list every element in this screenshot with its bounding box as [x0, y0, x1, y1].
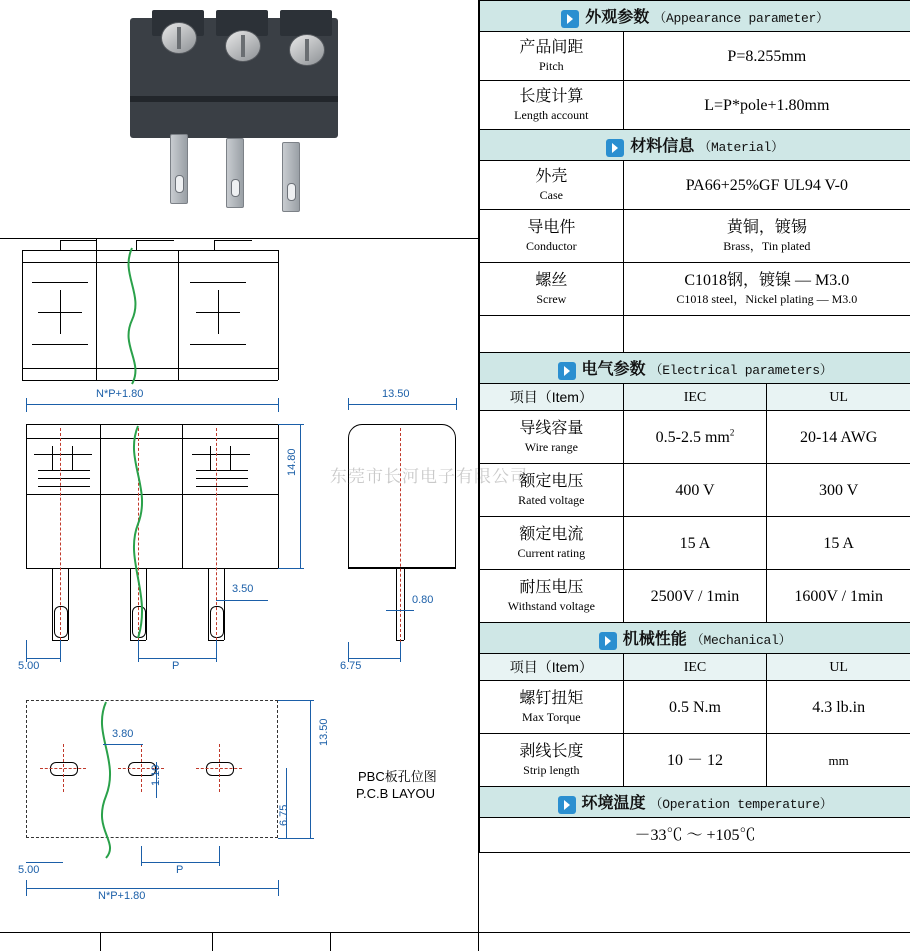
- row-label-cn: 螺钉扭矩: [480, 689, 623, 709]
- row-label-cn: 导线容量: [480, 419, 623, 439]
- row-value-sub: C1018 steel，Nickel plating — M3.0: [624, 291, 910, 308]
- row-label-cn: 剥线长度: [480, 742, 623, 762]
- row-label-cn: 导电件: [480, 218, 623, 238]
- row-value-ul: 4.3 lb.in: [767, 697, 910, 718]
- row-label-cn: 长度计算: [480, 87, 623, 107]
- screw-head-icon: [289, 34, 325, 66]
- arrow-icon: [558, 362, 576, 380]
- dim-pin-thickness: 0.80: [412, 594, 433, 606]
- row-value-iec: 2500V / 1min: [624, 586, 767, 607]
- pcb-layout-title-en: P.C.B LAYOU: [356, 786, 435, 801]
- spec-table: [479, 0, 910, 853]
- screw-head-icon: [161, 22, 197, 54]
- section-header-material: [480, 130, 910, 161]
- table-row: [480, 161, 910, 210]
- row-label-cn: 额定电压: [480, 472, 623, 492]
- section-title-en: （Material）: [698, 140, 783, 155]
- table-row-spacer: [480, 316, 910, 353]
- arrow-icon: [606, 139, 624, 157]
- row-label-cn: 额定电流: [480, 525, 623, 545]
- row-label-en: Length account: [480, 107, 623, 124]
- wire-break-symbol: [112, 246, 152, 386]
- spec-table-panel: [478, 0, 910, 950]
- table-header-row: [480, 384, 910, 411]
- arrow-icon: [561, 10, 579, 28]
- pin-hole: [287, 183, 296, 201]
- section-header-mechanical: [480, 623, 910, 654]
- watermark: 东莞市长河电子有限公司: [330, 462, 528, 487]
- product-photo: [0, 0, 478, 239]
- row-value-unit: mm: [767, 752, 910, 769]
- row-label-cn: 螺丝: [480, 271, 623, 291]
- row-label-en: Current rating: [480, 545, 623, 562]
- row-value-iec: 15 A: [624, 533, 767, 554]
- column-header-item: 项目（Item）: [510, 389, 593, 405]
- table-row: [480, 517, 910, 570]
- dim-pin-offset: 6.75: [340, 660, 361, 672]
- row-value-iec: 400 V: [624, 480, 767, 501]
- column-header-iec: IEC: [684, 390, 707, 405]
- table-header-row: [480, 654, 910, 681]
- row-value: PA66+25%GF UL94 V-0: [624, 175, 910, 196]
- row-label-en: Withstand voltage: [480, 598, 623, 615]
- dim-side-width: 13.50: [382, 388, 410, 400]
- dim-pcb-d: 6.75: [278, 805, 290, 826]
- connector-pin: [226, 138, 244, 208]
- table-row: [480, 263, 910, 316]
- connector-slot: [280, 10, 332, 36]
- section-title-cn: 外观参数: [585, 9, 649, 26]
- dim-pcb-pitch: P: [176, 864, 183, 876]
- pin-hole: [175, 175, 184, 193]
- table-row: [480, 32, 910, 81]
- row-value-temperature: －33℃ ～ +105℃: [480, 825, 910, 846]
- table-row: [480, 570, 910, 623]
- dim-pitch: P: [172, 660, 179, 672]
- table-row: [480, 734, 910, 787]
- dim-pcb-a: 3.80: [112, 728, 133, 740]
- row-value-strip: 10 － 12: [624, 750, 767, 771]
- row-label-en: Wire range: [480, 439, 623, 456]
- row-value-iec-sup: 2: [730, 427, 735, 437]
- section-title-en: （Electrical parameters）: [650, 363, 833, 378]
- wire-break-symbol: [86, 700, 126, 860]
- table-row: [480, 411, 910, 464]
- row-label-en: Strip length: [480, 762, 623, 779]
- connector-pin: [170, 134, 188, 204]
- row-label-cn: 外壳: [480, 167, 623, 187]
- pin-hole: [231, 179, 240, 197]
- row-label-cn: 耐压电压: [480, 578, 623, 598]
- row-value: 黄铜，镀锡: [624, 217, 910, 238]
- table-row: [480, 81, 910, 130]
- dim-pcb-b: 1.10: [150, 765, 162, 786]
- row-value-iec: 0.5 N.m: [624, 697, 767, 718]
- wire-break-symbol: [116, 424, 160, 642]
- row-label-en: Screw: [480, 291, 623, 308]
- pcb-layout-title-cn: PBC板孔位图: [358, 766, 437, 785]
- table-row: [480, 210, 910, 263]
- dim-pcb-width: N*P+1.80: [98, 890, 145, 902]
- section-header-temperature: [480, 787, 910, 818]
- dim-pcb-edge: 5.00: [18, 864, 39, 876]
- column-header-iec: IEC: [684, 660, 707, 675]
- section-title-en: （Appearance parameter）: [653, 11, 828, 26]
- section-title-en: （Mechanical）: [691, 633, 791, 648]
- dim-edge-distance: 5.00: [18, 660, 39, 672]
- dim-front-width: N*P+1.80: [96, 388, 143, 400]
- table-row: [480, 464, 910, 517]
- row-label-en: Max Torque: [480, 709, 623, 726]
- column-header-ul: UL: [829, 660, 848, 675]
- section-header-appearance: [480, 1, 910, 32]
- section-header-electrical: [480, 353, 910, 384]
- section-title-en: （Operation temperature）: [650, 797, 833, 812]
- section-title-cn: 机械性能: [623, 631, 687, 648]
- row-value: C1018钢，镀镍 — M3.0: [624, 270, 910, 291]
- dim-pin-spacing: 3.50: [232, 583, 253, 595]
- row-value-ul: 1600V / 1min: [767, 586, 910, 607]
- row-label-en: Conductor: [480, 238, 623, 255]
- row-value: P=8.255mm: [624, 46, 910, 67]
- row-value-sub: Brass，Tin plated: [624, 238, 910, 255]
- arrow-icon: [558, 796, 576, 814]
- page-footer-strip: [0, 932, 910, 951]
- arrow-icon: [599, 632, 617, 650]
- section-title-cn: 电气参数: [582, 361, 646, 378]
- connector-pin: [282, 142, 300, 212]
- table-row: [480, 681, 910, 734]
- row-value-ul: 300 V: [767, 480, 910, 501]
- dim-pcb-c: 13.50: [318, 718, 330, 746]
- dim-height: 14.80: [286, 448, 298, 476]
- row-value: L=P*pole+1.80mm: [624, 95, 910, 116]
- row-label-en: Rated voltage: [480, 492, 623, 509]
- row-label-en: Case: [480, 187, 623, 204]
- column-header-ul: UL: [829, 390, 848, 405]
- technical-drawings: [0, 238, 478, 950]
- row-value-ul: 15 A: [767, 533, 910, 554]
- row-value-ul: 20-14 AWG: [767, 427, 910, 448]
- row-value-iec: 0.5-2.5 mm: [656, 429, 730, 446]
- table-row: [480, 818, 910, 853]
- section-title-cn: 环境温度: [582, 795, 646, 812]
- column-header-item: 项目（Item）: [510, 659, 593, 675]
- screw-head-icon: [225, 30, 261, 62]
- section-title-cn: 材料信息: [630, 138, 694, 155]
- row-label-en: Pitch: [480, 58, 623, 75]
- row-label-cn: 产品间距: [480, 38, 623, 58]
